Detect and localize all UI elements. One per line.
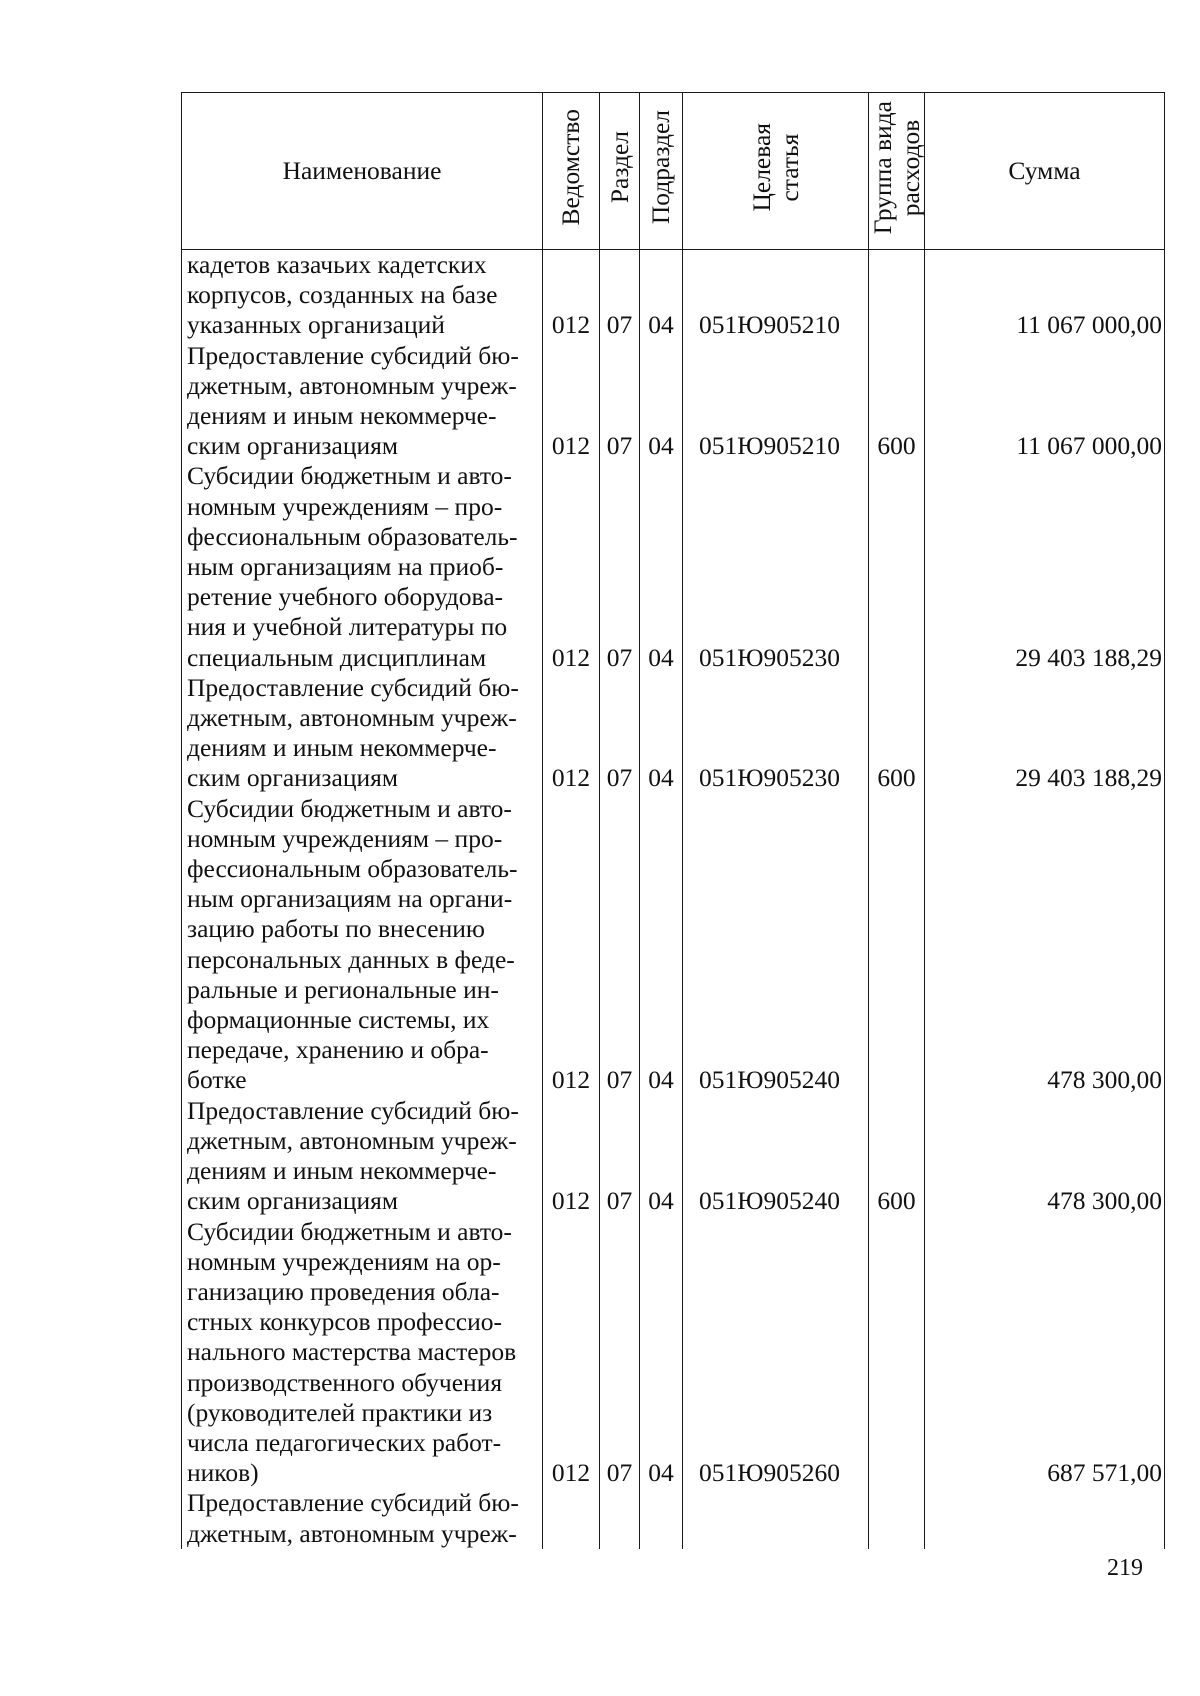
- table-row: [182, 1488, 1165, 1548]
- row-name-text: Субсидии бюджетным и авто- номным учреждениям на ор- ганизацию проведения обла- стных конкурсов профессио- нального мастерства мастеров производственного обучения (руководителей практики из числа педагогических работ- ников): [187, 1216, 517, 1488]
- cell-sum: [925, 1488, 1165, 1548]
- cell-section: 07: [600, 250, 640, 341]
- table-row: [182, 341, 1165, 462]
- cell-department: 012: [543, 341, 600, 462]
- cell-department: 012: [543, 1217, 600, 1489]
- cell-name: [182, 1096, 543, 1217]
- header-name: Наименование: [182, 93, 543, 250]
- cell-subsection: 04: [640, 341, 683, 462]
- cell-section: 07: [600, 461, 640, 672]
- row-name-text: Субсидии бюджетным и авто- номным учреждениям – про- фессиональным образователь- ным организациям на приоб- ретение учебного оборудова- ния и учебной литературы по специальным дисциплинам: [187, 461, 518, 672]
- cell-department: [543, 1488, 600, 1548]
- cell-target-article: 051Ю905230: [683, 673, 869, 794]
- cell-section: 07: [600, 1217, 640, 1489]
- cell-expense-group: [869, 1488, 925, 1548]
- cell-target-article: 051Ю905260: [683, 1217, 869, 1489]
- cell-department: 012: [543, 1096, 600, 1217]
- cell-department: 012: [543, 461, 600, 672]
- cell-expense-group: 600: [869, 1096, 925, 1217]
- cell-sum: 478 300,00: [925, 1096, 1165, 1217]
- header-section: Раздел: [600, 93, 640, 250]
- cell-expense-group: 600: [869, 341, 925, 462]
- table-row: [182, 1217, 1165, 1489]
- cell-subsection: 04: [640, 673, 683, 794]
- cell-subsection: 04: [640, 1217, 683, 1489]
- cell-sum: 29 403 188,29: [925, 673, 1165, 794]
- row-name-text: Субсидии бюджетным и авто- номным учреждениям – про- фессиональным образователь- ным организациям на органи- зацию работы по внесению персональных данных в феде- ральные и региональные ин- формационные системы, их передаче, хранению и обра- ботке: [187, 793, 518, 1095]
- cell-subsection: [640, 1488, 683, 1548]
- table-body: [182, 250, 1165, 1549]
- cell-name: [182, 673, 543, 794]
- header-target-article: Целевая статья: [683, 93, 869, 250]
- cell-sum: 29 403 188,29: [925, 461, 1165, 672]
- cell-department: 012: [543, 673, 600, 794]
- cell-section: [600, 1488, 640, 1548]
- cell-department: 012: [543, 250, 600, 341]
- cell-subsection: 04: [640, 1096, 683, 1217]
- cell-sum: 11 067 000,00: [925, 341, 1165, 462]
- cell-sum: 478 300,00: [925, 794, 1165, 1096]
- cell-name: [182, 250, 543, 341]
- cell-department: 012: [543, 794, 600, 1096]
- row-name-text: Предоставление субсидий бю- джетным, автономным учреж- дениям и иным некоммерче- ским организациям: [187, 340, 519, 461]
- cell-section: 07: [600, 673, 640, 794]
- header-subsection: Подраздел: [640, 93, 683, 250]
- cell-target-article: 051Ю905210: [683, 341, 869, 462]
- row-name-text: Предоставление субсидий бю- джетным, автономным учреж- дениям и иным некоммерче- ским организациям: [187, 672, 519, 793]
- cell-name: [182, 461, 543, 672]
- cell-name: [182, 341, 543, 462]
- page-number: 219: [1107, 1555, 1143, 1581]
- table-header-row: [182, 93, 1165, 250]
- cell-target-article: 051Ю905230: [683, 461, 869, 672]
- header-department: Ведомство: [543, 93, 600, 250]
- cell-target-article: 051Ю905240: [683, 794, 869, 1096]
- table-row: [182, 250, 1165, 341]
- cell-expense-group: 600: [869, 673, 925, 794]
- table-row: [182, 461, 1165, 672]
- table-row: [182, 673, 1165, 794]
- cell-subsection: 04: [640, 794, 683, 1096]
- cell-expense-group: [869, 794, 925, 1096]
- cell-target-article: [683, 1488, 869, 1548]
- row-name-text: Предоставление субсидий бю- джетным, автономным учреж-: [187, 1488, 519, 1548]
- cell-section: 07: [600, 1096, 640, 1217]
- header-expense-group: Группа вида расходов: [869, 93, 925, 250]
- table-row: [182, 794, 1165, 1096]
- budget-table: [181, 92, 1165, 1549]
- cell-name: [182, 1488, 543, 1548]
- row-name-text: Предоставление субсидий бю- джетным, автономным учреж- дениям и иным некоммерче- ским организациям: [187, 1095, 519, 1216]
- cell-target-article: 051Ю905210: [683, 250, 869, 341]
- cell-sum: 11 067 000,00: [925, 250, 1165, 341]
- header-sum: Сумма: [925, 93, 1165, 250]
- cell-subsection: 04: [640, 250, 683, 341]
- cell-expense-group: [869, 1217, 925, 1489]
- cell-target-article: 051Ю905240: [683, 1096, 869, 1217]
- table-row: [182, 1096, 1165, 1217]
- cell-subsection: 04: [640, 461, 683, 672]
- cell-name: [182, 1217, 543, 1489]
- cell-expense-group: [869, 461, 925, 672]
- cell-expense-group: [869, 250, 925, 341]
- cell-sum: 687 571,00: [925, 1217, 1165, 1489]
- row-name-text: кадетов казачьих кадетских корпусов, созданных на базе указанных организаций: [187, 250, 498, 340]
- cell-name: [182, 794, 543, 1096]
- cell-section: 07: [600, 341, 640, 462]
- cell-section: 07: [600, 794, 640, 1096]
